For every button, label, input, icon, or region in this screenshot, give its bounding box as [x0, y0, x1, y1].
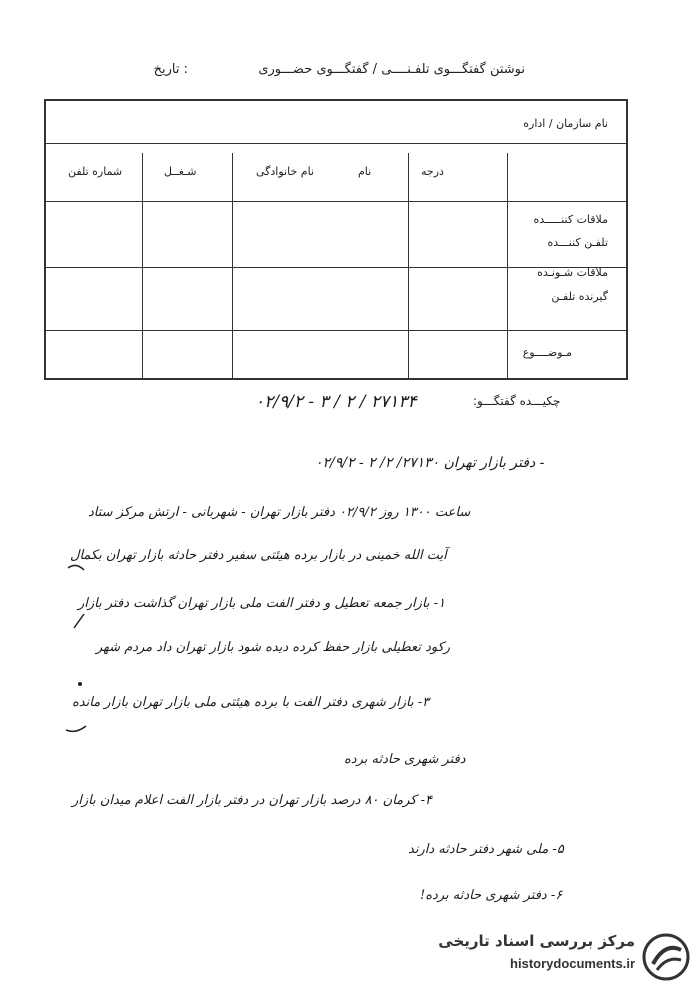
row-divider [46, 201, 626, 202]
watermark-title: مرکز بررسی اسناد تاریخی [438, 932, 635, 950]
row-visited-2: گیرنده تلفـن [551, 290, 608, 303]
watermark [415, 932, 695, 984]
col-job: شـغــل [164, 165, 197, 178]
row-visitor-2: تلفـن کننـــده [547, 236, 608, 249]
row-subject: مـوضــــوع [522, 346, 572, 359]
handwritten-line: دفتر شهری حادثه برده [344, 752, 466, 767]
row-visited-1: ملاقات شـونـده [537, 266, 608, 279]
archive-logo-icon [641, 932, 691, 982]
margin-marks [60, 560, 100, 740]
handwritten-line: ساعت ۱۳۰۰ روز ۰۲/۹/۲ دفتر بازار تهران - شهربانی - ارتش مرکز ستاد [88, 505, 471, 520]
form-table [44, 99, 628, 380]
col-phone: شماره تلفن [68, 165, 123, 178]
col-first-name: نام [358, 165, 372, 178]
row-divider [46, 143, 626, 144]
handwritten-line: آیت الله خمینی در بازار برده هیئتی سفیر دفتر حادثه بازار تهران بکمال [70, 548, 447, 563]
handwritten-line: ۳- بازار شهری دفتر الفت با برده هیئتی ملی بازار تهران بازار مانده [72, 695, 430, 710]
handwritten-line: ۱- بازار جمعه تعطیل و دفتر الفت ملی بازار تهران گذاشت دفتر بازار [78, 596, 446, 611]
row-divider [46, 330, 626, 331]
col-divider [232, 153, 233, 378]
handwritten-line: رکود تعطیلی بازار حفظ کرده دیده شود بازار تهران داد مردم شهر [96, 640, 451, 655]
handwritten-line: ۶- دفتر شهری حادثه برده! [420, 888, 563, 903]
col-divider [142, 153, 143, 378]
org-label: نام سازمان / اداره [523, 117, 608, 130]
summary-reference: ۲۷۱۳۴ / ۲ / ۳ - ۰۲/۹/۲ [255, 392, 417, 412]
form-title: نوشتن گفتگـــوی تلفـنــــی / گفتگـــوی حضـــوری [258, 62, 525, 77]
summary-label: چکیـــده گفتگـــو: [473, 394, 561, 408]
col-rank: درجه [421, 165, 444, 178]
col-last-name: نام خانوادگی [256, 165, 314, 178]
row-visitor-1: ملاقات کننـــــده [533, 213, 608, 226]
date-label: : تاریخ [153, 62, 188, 77]
watermark-url: historydocuments.ir [510, 956, 635, 971]
handwritten-line: - دفتر بازار تهران ۲۷۱۳۰/ ۲/ ۲ - ۰۲/۹/۲ [315, 455, 545, 471]
handwritten-line: ۴- کرمان ۸۰ درصد بازار تهران در دفتر بازار الفت اعلام میدان بازار [72, 793, 433, 808]
col-divider [408, 153, 409, 378]
handwritten-line: ۵- ملی شهر دفتر حادثه دارند [408, 842, 564, 857]
col-divider [507, 153, 508, 378]
